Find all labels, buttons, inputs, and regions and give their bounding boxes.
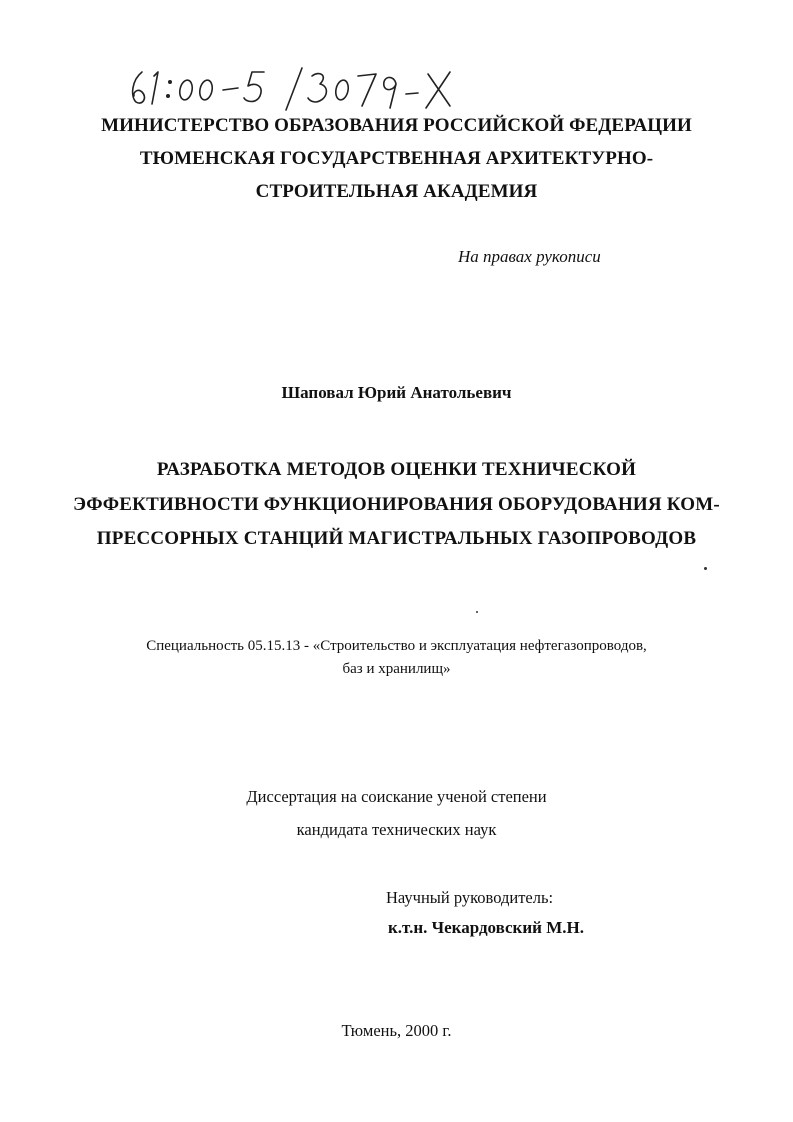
- supervisor-name: к.т.н. Чекардовский М.Н.: [388, 918, 584, 937]
- thesis-title-line-3: ПРЕССОРНЫХ СТАНЦИЙ МАГИСТРАЛЬНЫХ ГАЗОПРОВОДОВ: [96, 528, 697, 549]
- scan-speck: [476, 611, 478, 613]
- specialty-line-2: баз и хранилищ»: [342, 661, 451, 677]
- thesis-title-line-2: ЭФФЕКТИВНОСТИ ФУНКЦИОНИРОВАНИЯ ОБОРУДОВАНИЯ КОМ-: [73, 494, 720, 515]
- ministry-line-1: МИНИСТЕРСТВО ОБРАЗОВАНИЯ РОССИЙСКОЙ ФЕДЕРАЦИИ: [101, 115, 692, 136]
- manuscript-note: На правах рукописи: [458, 247, 601, 266]
- specialty-line-1: Специальность 05.15.13 - «Строительство и эксплуатация нефтегазопроводов,: [146, 638, 647, 654]
- ministry-line-3: СТРОИТЕЛЬНАЯ АКАДЕМИЯ: [255, 181, 538, 202]
- handwritten-signature-graphic: [128, 66, 468, 116]
- city-year: Тюмень, 2000 г.: [341, 1021, 452, 1040]
- dissertation-line-1: Диссертация на соискание ученой степени: [246, 787, 547, 806]
- author-name: Шаповал Юрий Анатольевич: [281, 383, 512, 402]
- ministry-line-2: ТЮМЕНСКАЯ ГОСУДАРСТВЕННАЯ АРХИТЕКТУРНО-: [139, 148, 654, 169]
- dissertation-line-2: кандидата технических наук: [296, 820, 497, 839]
- supervisor-label: Научный руководитель:: [386, 888, 554, 907]
- scan-speck: [704, 567, 707, 570]
- thesis-title-line-1: РАЗРАБОТКА МЕТОДОВ ОЦЕНКИ ТЕХНИЧЕСКОЙ: [156, 459, 637, 480]
- archive-handwritten-mark: [128, 66, 468, 116]
